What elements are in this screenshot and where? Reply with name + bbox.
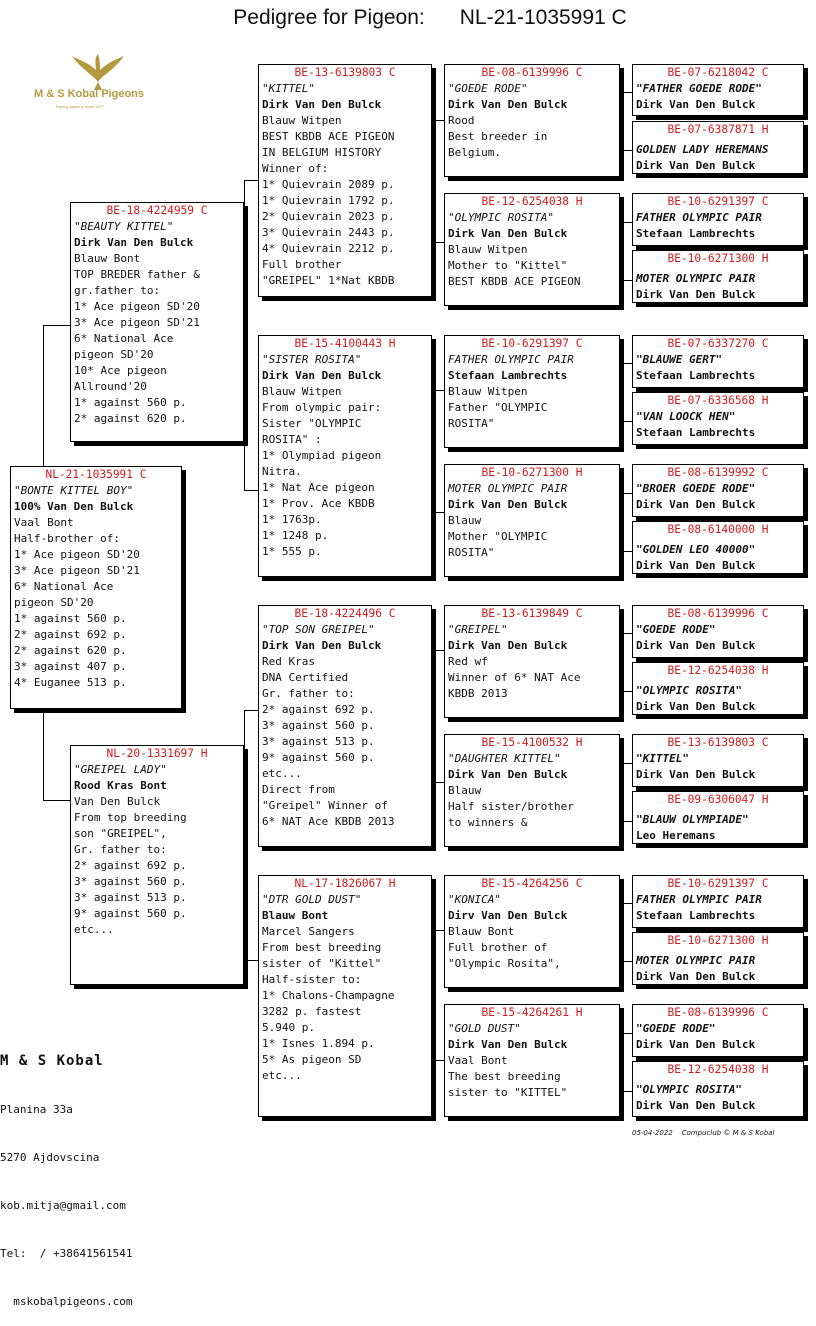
owner: Blauw Bont [262, 909, 329, 922]
owner: Dirk Van Den Bulck [636, 159, 756, 172]
ancestor-card [632, 64, 804, 116]
pigeon-name: "OLYMPIC ROSITA" [636, 684, 742, 697]
info-line: Full brother of [448, 941, 548, 954]
owner: Dirv Van Den Bulck [448, 909, 568, 922]
pigeon-name: "GOLD DUST" [448, 1022, 521, 1035]
pigeon-name: "OLYMPIC ROSITA" [448, 211, 554, 224]
info-line: Blauw Witpen [448, 385, 528, 398]
info-line: 4* Euganee 513 p. [14, 676, 127, 689]
owner: Dirk Van Den Bulck [636, 768, 756, 781]
pigeon-name: "BROER GOEDE RODE" [636, 482, 756, 495]
pigeon-name: "KONICA" [448, 893, 501, 906]
info-line: Blauw [448, 784, 482, 797]
ring-number: BE-15-4100443 H [294, 337, 396, 350]
great-grandparent-card [444, 734, 620, 847]
ring-number: BE-10-6291397 C [667, 877, 769, 890]
info-line: Father "OLYMPIC [448, 401, 548, 414]
info-line: 1* against 560 p. [74, 396, 187, 409]
address-line: Planina 33a [0, 1103, 73, 1116]
sire-card [70, 202, 244, 442]
pigeon-name: "KITTEL" [262, 82, 315, 95]
pigeon-name: FATHER OLYMPIC PAIR [636, 893, 762, 906]
info-line: Best breeder in [448, 130, 548, 143]
info-line: 2* against 692 p. [14, 628, 127, 641]
info-line: to winners & [448, 816, 528, 829]
info-line: 2* against 692 p. [262, 703, 375, 716]
pigeon-name: MOTER OLYMPIC PAIR [636, 272, 756, 285]
pigeon-name: FATHER OLYMPIC PAIR [448, 353, 574, 366]
info-line: 3282 p. fastest [262, 1005, 362, 1018]
info-line: 2* Quievrain 2023 p. [262, 210, 395, 223]
pigeon-name: "KITTEL" [636, 752, 689, 765]
owner: Dirk Van Den Bulck [636, 1038, 756, 1051]
info-line: Vaal Bont [448, 1054, 508, 1067]
pigeon-name: GOLDEN LADY HEREMANS [636, 143, 769, 156]
ancestor-card [632, 250, 804, 303]
ring-number: BE-08-6140000 H [667, 523, 769, 536]
info-line: ROSITA" [448, 546, 495, 559]
owner: Dirk Van Den Bulck [636, 98, 756, 111]
info-line: Gr. father to: [262, 687, 355, 700]
owner: Dirk Van Den Bulck [448, 227, 568, 240]
pigeon-name: "SISTER ROSITA" [262, 353, 362, 366]
ring-number: BE-12-6254038 H [481, 195, 583, 208]
ring-number: BE-13-6139803 C [294, 66, 396, 79]
info-line: sister to "KITTEL" [448, 1086, 568, 1099]
ring-number: BE-15-4264261 H [481, 1006, 583, 1019]
great-grandparent-card [444, 464, 620, 577]
great-grandparent-card [444, 193, 620, 306]
grandparent-card [258, 605, 432, 847]
address-line: 5270 Ajdovscina [0, 1151, 100, 1164]
info-line: Sister "OLYMPIC [262, 417, 362, 430]
info-line: 5* As pigeon SD [262, 1053, 362, 1066]
info-line: Belgium. [448, 146, 501, 159]
pigeon-name: "OLYMPIC ROSITA" [636, 1083, 742, 1096]
info-line: 1* Isnes 1.894 p. [262, 1037, 375, 1050]
ring-number: BE-18-4224959 C [106, 204, 208, 217]
pigeon-name: MOTER OLYMPIC PAIR [448, 482, 568, 495]
owner: Dirk Van Den Bulck [636, 498, 756, 511]
info-line: pigeon SD'20 [14, 596, 94, 609]
ring-number: NL-20-1331697 H [106, 747, 208, 760]
logo-brand: M & S Kobal Pigeons [34, 88, 145, 100]
email: kob.mitja@gmail.com [0, 1199, 126, 1212]
pigeon-logo-icon [68, 52, 128, 92]
owner: Stefaan Lambrechts [636, 426, 756, 439]
website: mskobalpigeons.com [0, 1295, 133, 1308]
info-line: 10* Ace pigeon [74, 364, 167, 377]
grandparent-card [258, 64, 432, 297]
ancestor-card [632, 335, 804, 388]
ring-number: BE-15-4100532 H [481, 736, 583, 749]
ring-number: BE-07-6336568 H [667, 394, 769, 407]
pigeon-name: "BLAUW OLYMPIADE" [636, 813, 749, 826]
owner: Dirk Van Den Bulck [448, 498, 568, 511]
info-line: Half sister/brother [448, 800, 574, 813]
ring-number: BE-07-6387871 H [667, 123, 769, 136]
pigeon-name: FATHER OLYMPIC PAIR [636, 211, 762, 224]
info-line: Blauw Bont [448, 925, 515, 938]
owner: Dirk Van Den Bulck [448, 98, 568, 111]
owner: Dirk Van Den Bulck [74, 236, 194, 249]
info-line: Red wf [448, 655, 488, 668]
info-line: TOP BREDER father & [74, 268, 200, 281]
grandparent-card [258, 335, 432, 577]
ancestor-card [632, 791, 804, 844]
owner: Dirk Van Den Bulck [262, 639, 382, 652]
logo [34, 52, 174, 122]
info-line: From best breeding [262, 941, 382, 954]
info-line: 1* 1763p. [262, 513, 322, 526]
ancestor-card [632, 875, 804, 928]
ring-number: BE-12-6254038 H [667, 664, 769, 677]
great-grandparent-card [444, 335, 620, 448]
owner: Dirk Van Den Bulck [448, 639, 568, 652]
ring-number: BE-07-6218042 C [667, 66, 769, 79]
owner: Dirk Van Den Bulck [448, 768, 568, 781]
pigeon-name: "GREIPEL" [448, 623, 508, 636]
ring-number: BE-08-6139992 C [667, 466, 769, 479]
info-line: From top breeding [74, 811, 187, 824]
info-line: ROSITA" [448, 417, 495, 430]
ring-number: BE-10-6291397 C [667, 195, 769, 208]
owner: Dirk Van Den Bulck [636, 1099, 756, 1112]
info-line: Winner of: [262, 162, 329, 175]
info-line: Half-brother of: [14, 532, 120, 545]
info-line: Half-sister to: [262, 973, 362, 986]
info-line: Gr. father to: [74, 843, 167, 856]
info-line: 1* 555 p. [262, 545, 322, 558]
ring-number: BE-10-6291397 C [481, 337, 583, 350]
ancestor-card [632, 1061, 804, 1117]
ancestor-card [632, 521, 804, 574]
owner: Stefaan Lambrechts [636, 909, 756, 922]
info-line: 1* Ace pigeon SD'20 [74, 300, 200, 313]
pigeon-name: "BONTE KITTEL BOY" [14, 484, 134, 497]
owner: 100% Van Den Bulck [14, 500, 134, 513]
ancestor-card [632, 662, 804, 715]
info-line: etc... [74, 923, 114, 936]
info-line: Winner of 6* NAT Ace [448, 671, 581, 684]
ancestor-card [632, 932, 804, 985]
owner: Stefaan Lambrechts [448, 369, 568, 382]
info-line: Blauw Bont [74, 252, 141, 265]
grandparent-card [258, 875, 432, 1117]
info-line: 9* against 560 p. [74, 907, 187, 920]
ancestor-card [632, 1004, 804, 1057]
pigeon-name: MOTER OLYMPIC PAIR [636, 954, 756, 967]
ring-number: BE-10-6271300 H [481, 466, 583, 479]
dam-card [70, 745, 244, 985]
info-line: 2* against 692 p. [74, 859, 187, 872]
info-line: 3* against 560 p. [262, 719, 375, 732]
info-line: "Olympic Rosita", [448, 957, 561, 970]
info-line: Direct from [262, 783, 335, 796]
info-line: Allround'20 [74, 380, 147, 393]
ring-number: BE-08-6139996 C [667, 1006, 769, 1019]
ancestor-card [632, 121, 804, 174]
info-line: 4* Quievrain 2212 p. [262, 242, 395, 255]
info-line: 1* Quievrain 1792 p. [262, 194, 395, 207]
info-line: etc... [262, 767, 302, 780]
great-grandparent-card [444, 875, 620, 988]
ring-number: BE-10-6271300 H [667, 934, 769, 947]
ancestor-card [632, 464, 804, 517]
pigeon-name: "DAUGHTER KITTEL" [448, 752, 561, 765]
ancestor-card [632, 734, 804, 787]
info-line: Nitra. [262, 465, 302, 478]
info-line: The best breeding [448, 1070, 561, 1083]
owner: Stefaan Lambrechts [636, 369, 756, 382]
ring-number: BE-18-4224496 C [294, 607, 396, 620]
info-line: 1* against 560 p. [14, 612, 127, 625]
ring-number: NL-21-1035991 C [45, 468, 147, 481]
info-line: 1* Prov. Ace KBDB [262, 497, 375, 510]
info-line: ROSITA" : [262, 433, 322, 446]
subject-card [10, 466, 182, 709]
info-line: 3* against 407 p. [14, 660, 127, 673]
info-line: pigeon SD'20 [74, 348, 154, 361]
info-line: BEST KBDB ACE PIGEON [448, 275, 581, 288]
owner: Dirk Van Den Bulck [636, 559, 756, 572]
great-grandparent-card [444, 64, 620, 177]
info-line: Full brother [262, 258, 342, 271]
info-line: 6* National Ace [14, 580, 114, 593]
owner: Dirk Van Den Bulck [636, 639, 756, 652]
info-line: sister of "Kittel" [262, 957, 382, 970]
info-line: 1* 1248 p. [262, 529, 329, 542]
info-line: 5.940 p. [262, 1021, 315, 1034]
info-line: DNA Certified [262, 671, 349, 684]
owner: Dirk Van Den Bulck [636, 700, 756, 713]
owner: Dirk Van Den Bulck [262, 369, 382, 382]
pigeon-name: "BLAUWE GERT" [636, 353, 723, 366]
ring-number: BE-09-6306047 H [667, 793, 769, 806]
ring-number: BE-07-6337270 C [667, 337, 769, 350]
owner: Dirk Van Den Bulck [262, 98, 382, 111]
info-line: 2* against 620 p. [74, 412, 187, 425]
info-line: 3* against 513 p. [74, 891, 187, 904]
info-line: 2* against 620 p. [14, 644, 127, 657]
logo-tagline: Racing pigeons since 1977 [56, 104, 105, 109]
pigeon-name: "FATHER GOEDE RODE" [636, 82, 762, 95]
info-line: Blauw Witpen [262, 385, 342, 398]
info-line: Marcel Sangers [262, 925, 355, 938]
ancestor-card [632, 392, 804, 445]
info-line: "GREIPEL" 1*Nat KBDB [262, 274, 395, 287]
phone: Tel: / +38641561541 [0, 1247, 133, 1260]
info-line: KBDB 2013 [448, 687, 508, 700]
info-line: Mother to "Kittel" [448, 259, 568, 272]
owner: Dirk Van Den Bulck [636, 970, 756, 983]
ring-number: BE-13-6139849 C [481, 607, 583, 620]
owner: Dirk Van Den Bulck [636, 288, 756, 301]
info-line: 6* NAT Ace KBDB 2013 [262, 815, 395, 828]
info-line: From olympic pair: [262, 401, 382, 414]
pigeon-name: "DTR GOLD DUST" [262, 893, 362, 906]
info-line: Mother "OLYMPIC [448, 530, 548, 543]
pigeon-name: "VAN LOOCK HEN" [636, 410, 736, 423]
info-line: son "GREIPEL", [74, 827, 167, 840]
page-title: Pedigree for Pigeon: NL-21-1035991 C [233, 6, 627, 29]
footer: 05-04-2022 Compuclub © M & S Kobal [632, 1129, 775, 1137]
ring-number: BE-15-4264256 C [481, 877, 583, 890]
info-line: 3* Ace pigeon SD'21 [14, 564, 140, 577]
breeder-name: M & S Kobal [0, 1053, 104, 1069]
info-line: Red Kras [262, 655, 315, 668]
ring-number: BE-08-6139996 C [481, 66, 583, 79]
pigeon-name: "GOEDE RODE" [448, 82, 528, 95]
info-line: Rood [448, 114, 475, 127]
ring-number: BE-13-6139803 C [667, 736, 769, 749]
info-line: 3* against 513 p. [262, 735, 375, 748]
info-line: Blauw [448, 514, 482, 527]
ancestor-card [632, 605, 804, 658]
great-grandparent-card [444, 605, 620, 718]
info-line: 6* National Ace [74, 332, 174, 345]
ring-number: BE-10-6271300 H [667, 252, 769, 265]
info-line: 3* against 560 p. [74, 875, 187, 888]
info-line: 1* Olympiad pigeon [262, 449, 382, 462]
pigeon-name: "GREIPEL LADY" [74, 763, 167, 776]
info-line: Blauw Witpen [262, 114, 342, 127]
owner: Rood Kras Bont [74, 779, 167, 792]
info-line: 1* Quievrain 2089 p. [262, 178, 395, 191]
ancestor-card [632, 193, 804, 246]
ring-number: BE-12-6254038 H [667, 1063, 769, 1076]
info-line: "Greipel" Winner of [262, 799, 388, 812]
info-line: IN BELGIUM HISTORY [262, 146, 382, 159]
info-line: Blauw Witpen [448, 243, 528, 256]
owner: Dirk Van Den Bulck [448, 1038, 568, 1051]
pigeon-name: "TOP SON GREIPEL" [262, 623, 375, 636]
contact-block [0, 1020, 132, 1326]
owner: Stefaan Lambrechts [636, 227, 756, 240]
info-line: Vaal Bont [14, 516, 74, 529]
pigeon-name: "GOLDEN LEO 40000" [636, 543, 756, 556]
info-line: 3* Ace pigeon SD'21 [74, 316, 200, 329]
info-line: 9* against 560 p. [262, 751, 375, 764]
owner: Leo Heremans [636, 829, 716, 842]
info-line: Van Den Bulck [74, 795, 161, 808]
info-line: 1* Ace pigeon SD'20 [14, 548, 140, 561]
pigeon-name: "GOEDE RODE" [636, 623, 716, 636]
info-line: etc... [262, 1069, 302, 1082]
info-line: gr.father to: [74, 284, 161, 297]
ring-number: BE-08-6139996 C [667, 607, 769, 620]
info-line: 1* Nat Ace pigeon [262, 481, 375, 494]
great-grandparent-card [444, 1004, 620, 1117]
ring-number: NL-17-1826067 H [294, 877, 396, 890]
info-line: 3* Quievrain 2443 p. [262, 226, 395, 239]
info-line: 1* Chalons-Champagne [262, 989, 395, 1002]
pigeon-name: "GOEDE RODE" [636, 1022, 716, 1035]
pigeon-name: "BEAUTY KITTEL" [74, 220, 174, 233]
info-line: BEST KBDB ACE PIGEON [262, 130, 395, 143]
